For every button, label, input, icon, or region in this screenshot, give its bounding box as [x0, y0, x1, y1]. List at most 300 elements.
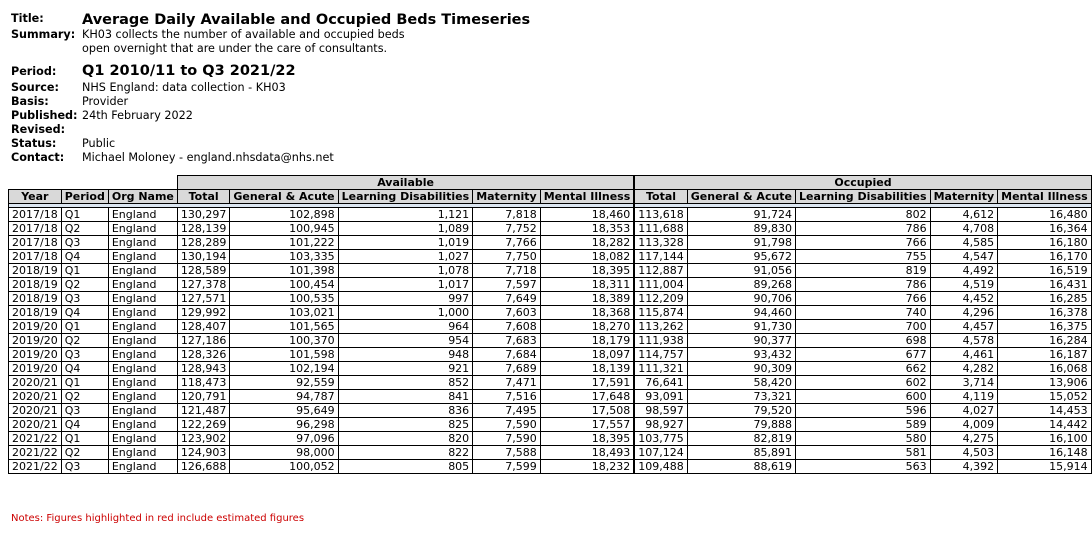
cell-available-general-acute: 92,559	[230, 376, 338, 390]
col-header-occupied-general-acute: General & Acute	[687, 190, 795, 204]
cell-available-total: 120,791	[177, 390, 230, 404]
cell-occupied-mental-illness: 16,068	[998, 362, 1092, 376]
period-value: Q1 2010/11 to Q3 2021/22	[82, 63, 296, 79]
cell-period: Q2	[61, 446, 108, 460]
status-label: Status:	[11, 137, 57, 150]
cell-available-general-acute: 103,335	[230, 250, 338, 264]
cell-available-total: 130,194	[177, 250, 230, 264]
cell-available-learning-disabilities: 954	[338, 334, 473, 348]
cell-occupied-total: 76,641	[635, 376, 688, 390]
cell-occupied-learning-disabilities: 580	[796, 432, 931, 446]
cell-occupied-mental-illness: 14,442	[998, 418, 1092, 432]
col-header-year: Year	[9, 190, 62, 204]
cell-occupied-learning-disabilities: 766	[796, 236, 931, 250]
cell-period: Q3	[61, 236, 108, 250]
cell-year: 2018/19	[9, 292, 62, 306]
table-row	[9, 334, 1092, 348]
cell-available-learning-disabilities: 948	[338, 348, 473, 362]
cell-occupied-general-acute: 91,730	[687, 320, 795, 334]
cell-available-mental-illness: 17,508	[540, 404, 634, 418]
cell-available-total: 126,688	[177, 460, 230, 474]
cell-available-total: 128,326	[177, 348, 230, 362]
cell-year: 2021/22	[9, 432, 62, 446]
cell-period: Q1	[61, 432, 108, 446]
cell-occupied-maternity: 4,578	[930, 334, 998, 348]
cell-available-total: 130,297	[177, 208, 230, 222]
cell-available-learning-disabilities: 805	[338, 460, 473, 474]
cell-occupied-general-acute: 93,432	[687, 348, 795, 362]
period-label: Period:	[11, 65, 57, 78]
cell-available-mental-illness: 18,460	[540, 208, 634, 222]
cell-occupied-learning-disabilities: 786	[796, 222, 931, 236]
cell-occupied-total: 98,597	[635, 404, 688, 418]
basis-value: Provider	[82, 95, 129, 108]
cell-occupied-total: 98,927	[635, 418, 688, 432]
col-header-available-mental-illness: Mental Illness	[540, 190, 634, 204]
cell-available-general-acute: 98,000	[230, 446, 338, 460]
cell-org-name: England	[108, 432, 177, 446]
title-row	[11, 12, 530, 28]
status-value: Public	[82, 137, 116, 150]
table-row	[9, 390, 1092, 404]
cell-occupied-maternity: 4,519	[930, 278, 998, 292]
cell-occupied-total: 115,874	[635, 306, 688, 320]
cell-occupied-maternity: 4,392	[930, 460, 998, 474]
cell-year: 2020/21	[9, 376, 62, 390]
cell-occupied-total: 117,144	[635, 250, 688, 264]
cell-occupied-learning-disabilities: 600	[796, 390, 931, 404]
cell-occupied-maternity: 4,547	[930, 250, 998, 264]
cell-year: 2020/21	[9, 418, 62, 432]
cell-occupied-maternity: 4,612	[930, 208, 998, 222]
cell-year: 2019/20	[9, 334, 62, 348]
cell-available-learning-disabilities: 997	[338, 292, 473, 306]
cell-available-mental-illness: 18,139	[540, 362, 634, 376]
cell-occupied-learning-disabilities: 677	[796, 348, 931, 362]
cell-available-learning-disabilities: 1,089	[338, 222, 473, 236]
cell-period: Q2	[61, 222, 108, 236]
cell-occupied-general-acute: 89,268	[687, 278, 795, 292]
cell-available-total: 128,407	[177, 320, 230, 334]
cell-occupied-total: 114,757	[635, 348, 688, 362]
cell-available-maternity: 7,597	[473, 278, 541, 292]
cell-occupied-general-acute: 90,309	[687, 362, 795, 376]
status-row	[11, 137, 530, 151]
cell-occupied-maternity: 4,296	[930, 306, 998, 320]
cell-period: Q4	[61, 418, 108, 432]
cell-available-maternity: 7,588	[473, 446, 541, 460]
group-available: Available	[177, 176, 633, 190]
cell-available-maternity: 7,599	[473, 460, 541, 474]
cell-occupied-general-acute: 82,819	[687, 432, 795, 446]
cell-occupied-maternity: 3,714	[930, 376, 998, 390]
cell-available-learning-disabilities: 852	[338, 376, 473, 390]
cell-available-general-acute: 101,598	[230, 348, 338, 362]
cell-available-general-acute: 101,398	[230, 264, 338, 278]
cell-occupied-mental-illness: 16,284	[998, 334, 1092, 348]
cell-available-learning-disabilities: 822	[338, 446, 473, 460]
cell-period: Q1	[61, 264, 108, 278]
source-value: NHS England: data collection - KH03	[82, 81, 286, 94]
contact-value: Michael Moloney - england.nhsdata@nhs.net	[82, 151, 334, 164]
cell-occupied-general-acute: 91,798	[687, 236, 795, 250]
cell-available-maternity: 7,603	[473, 306, 541, 320]
cell-occupied-general-acute: 88,619	[687, 460, 795, 474]
cell-occupied-maternity: 4,027	[930, 404, 998, 418]
cell-period: Q3	[61, 292, 108, 306]
cell-occupied-total: 113,618	[635, 208, 688, 222]
cell-occupied-total: 111,938	[635, 334, 688, 348]
cell-org-name: England	[108, 236, 177, 250]
cell-period: Q1	[61, 376, 108, 390]
cell-available-total: 124,903	[177, 446, 230, 460]
cell-occupied-mental-illness: 16,187	[998, 348, 1092, 362]
cell-available-total: 127,571	[177, 292, 230, 306]
period-row	[11, 63, 530, 81]
cell-available-learning-disabilities: 836	[338, 404, 473, 418]
cell-org-name: England	[108, 404, 177, 418]
table-row	[9, 208, 1092, 222]
cell-org-name: England	[108, 278, 177, 292]
cell-available-learning-disabilities: 921	[338, 362, 473, 376]
cell-available-learning-disabilities: 825	[338, 418, 473, 432]
table-row	[9, 264, 1092, 278]
cell-available-maternity: 7,752	[473, 222, 541, 236]
cell-year: 2019/20	[9, 362, 62, 376]
cell-year: 2018/19	[9, 306, 62, 320]
summary-text	[82, 28, 422, 56]
published-value: 24th February 2022	[82, 109, 193, 122]
cell-org-name: England	[108, 334, 177, 348]
cell-occupied-mental-illness: 14,453	[998, 404, 1092, 418]
cell-occupied-maternity: 4,708	[930, 222, 998, 236]
cell-year: 2018/19	[9, 264, 62, 278]
cell-available-mental-illness: 17,591	[540, 376, 634, 390]
summary-label: Summary:	[11, 28, 76, 41]
cell-occupied-total: 107,124	[635, 446, 688, 460]
cell-occupied-total: 113,262	[635, 320, 688, 334]
cell-available-learning-disabilities: 820	[338, 432, 473, 446]
cell-available-general-acute: 100,945	[230, 222, 338, 236]
table-body	[9, 208, 1092, 474]
cell-available-general-acute: 100,535	[230, 292, 338, 306]
cell-occupied-general-acute: 94,460	[687, 306, 795, 320]
cell-occupied-learning-disabilities: 581	[796, 446, 931, 460]
col-header-occupied-learning-disabilities: Learning Disabilities	[796, 190, 931, 204]
contact-label: Contact:	[11, 151, 65, 164]
cell-period: Q4	[61, 362, 108, 376]
cell-available-mental-illness: 18,368	[540, 306, 634, 320]
cell-year: 2019/20	[9, 320, 62, 334]
col-header-period: Period	[61, 190, 108, 204]
cell-available-total: 128,589	[177, 264, 230, 278]
cell-available-mental-illness: 18,232	[540, 460, 634, 474]
table-row	[9, 250, 1092, 264]
cell-occupied-learning-disabilities: 700	[796, 320, 931, 334]
cell-available-total: 128,289	[177, 236, 230, 250]
cell-available-general-acute: 102,194	[230, 362, 338, 376]
cell-occupied-total: 113,328	[635, 236, 688, 250]
table-row	[9, 306, 1092, 320]
cell-year: 2020/21	[9, 404, 62, 418]
cell-org-name: England	[108, 222, 177, 236]
cell-available-general-acute: 100,454	[230, 278, 338, 292]
cell-occupied-learning-disabilities: 755	[796, 250, 931, 264]
cell-available-general-acute: 95,649	[230, 404, 338, 418]
cell-period: Q4	[61, 306, 108, 320]
cell-available-maternity: 7,766	[473, 236, 541, 250]
table-row	[9, 362, 1092, 376]
table-row	[9, 278, 1092, 292]
cell-org-name: England	[108, 348, 177, 362]
cell-available-total: 129,992	[177, 306, 230, 320]
cell-occupied-maternity: 4,452	[930, 292, 998, 306]
cell-available-learning-disabilities: 964	[338, 320, 473, 334]
revised-row	[11, 123, 530, 137]
cell-occupied-learning-disabilities: 819	[796, 264, 931, 278]
cell-period: Q4	[61, 250, 108, 264]
cell-occupied-maternity: 4,503	[930, 446, 998, 460]
table-row	[9, 292, 1092, 306]
cell-available-maternity: 7,590	[473, 432, 541, 446]
cell-available-maternity: 7,684	[473, 348, 541, 362]
cell-occupied-mental-illness: 16,431	[998, 278, 1092, 292]
cell-occupied-mental-illness: 16,375	[998, 320, 1092, 334]
cell-occupied-general-acute: 89,830	[687, 222, 795, 236]
cell-occupied-total: 112,209	[635, 292, 688, 306]
col-header-org-name: Org Name	[108, 190, 177, 204]
cell-occupied-general-acute: 91,724	[687, 208, 795, 222]
cell-period: Q2	[61, 334, 108, 348]
cell-occupied-learning-disabilities: 786	[796, 278, 931, 292]
cell-org-name: England	[108, 320, 177, 334]
cell-occupied-learning-disabilities: 589	[796, 418, 931, 432]
cell-occupied-general-acute: 85,891	[687, 446, 795, 460]
cell-occupied-learning-disabilities: 740	[796, 306, 931, 320]
table-row	[9, 432, 1092, 446]
cell-available-maternity: 7,471	[473, 376, 541, 390]
cell-occupied-maternity: 4,009	[930, 418, 998, 432]
cell-available-general-acute: 101,565	[230, 320, 338, 334]
cell-occupied-learning-disabilities: 596	[796, 404, 931, 418]
cell-available-maternity: 7,649	[473, 292, 541, 306]
cell-occupied-learning-disabilities: 698	[796, 334, 931, 348]
col-header-available-learning-disabilities: Learning Disabilities	[338, 190, 473, 204]
cell-available-total: 122,269	[177, 418, 230, 432]
beds-table	[8, 175, 1092, 474]
cell-available-learning-disabilities: 1,027	[338, 250, 473, 264]
cell-available-total: 121,487	[177, 404, 230, 418]
cell-occupied-learning-disabilities: 563	[796, 460, 931, 474]
cell-available-general-acute: 103,021	[230, 306, 338, 320]
cell-occupied-learning-disabilities: 802	[796, 208, 931, 222]
title-label: Title:	[11, 12, 44, 25]
col-header-available-maternity: Maternity	[473, 190, 541, 204]
cell-available-mental-illness: 18,389	[540, 292, 634, 306]
cell-available-learning-disabilities: 1,017	[338, 278, 473, 292]
cell-occupied-learning-disabilities: 766	[796, 292, 931, 306]
cell-available-mental-illness: 18,097	[540, 348, 634, 362]
cell-available-total: 128,139	[177, 222, 230, 236]
cell-year: 2017/18	[9, 222, 62, 236]
cell-org-name: England	[108, 306, 177, 320]
cell-occupied-mental-illness: 15,052	[998, 390, 1092, 404]
cell-available-total: 123,902	[177, 432, 230, 446]
cell-available-mental-illness: 18,395	[540, 432, 634, 446]
cell-year: 2017/18	[9, 250, 62, 264]
cell-available-maternity: 7,516	[473, 390, 541, 404]
cell-year: 2019/20	[9, 348, 62, 362]
cell-available-mental-illness: 18,311	[540, 278, 634, 292]
cell-available-total: 127,378	[177, 278, 230, 292]
cell-available-mental-illness: 18,282	[540, 236, 634, 250]
cell-occupied-mental-illness: 15,914	[998, 460, 1092, 474]
cell-occupied-maternity: 4,461	[930, 348, 998, 362]
cell-occupied-mental-illness: 16,180	[998, 236, 1092, 250]
summary-line-1: KH03 collects the number of available and occupied beds	[82, 28, 405, 41]
cell-occupied-general-acute: 79,888	[687, 418, 795, 432]
cell-occupied-total: 93,091	[635, 390, 688, 404]
col-header-occupied-total: Total	[635, 190, 688, 204]
cell-occupied-total: 111,688	[635, 222, 688, 236]
cell-occupied-total: 111,321	[635, 362, 688, 376]
cell-available-general-acute: 100,370	[230, 334, 338, 348]
source-row	[11, 81, 530, 95]
cell-occupied-general-acute: 90,377	[687, 334, 795, 348]
cell-occupied-maternity: 4,492	[930, 264, 998, 278]
cell-occupied-total: 103,775	[635, 432, 688, 446]
cell-available-mental-illness: 18,179	[540, 334, 634, 348]
cell-occupied-mental-illness: 16,378	[998, 306, 1092, 320]
cell-year: 2018/19	[9, 278, 62, 292]
table-row	[9, 376, 1092, 390]
summary-line-2: open overnight that are under the care of consultants.	[82, 42, 388, 55]
cell-available-maternity: 7,750	[473, 250, 541, 264]
cell-available-learning-disabilities: 1,078	[338, 264, 473, 278]
cell-occupied-maternity: 4,282	[930, 362, 998, 376]
cell-occupied-mental-illness: 16,148	[998, 446, 1092, 460]
table-row	[9, 446, 1092, 460]
source-label: Source:	[11, 81, 59, 94]
col-header-occupied-mental-illness: Mental Illness	[998, 190, 1092, 204]
cell-occupied-general-acute: 73,321	[687, 390, 795, 404]
cell-occupied-general-acute: 95,672	[687, 250, 795, 264]
cell-occupied-maternity: 4,585	[930, 236, 998, 250]
cell-occupied-general-acute: 58,420	[687, 376, 795, 390]
cell-available-general-acute: 94,787	[230, 390, 338, 404]
cell-occupied-mental-illness: 16,285	[998, 292, 1092, 306]
col-header-occupied-maternity: Maternity	[930, 190, 998, 204]
published-row	[11, 109, 530, 123]
cell-available-mental-illness: 18,082	[540, 250, 634, 264]
cell-org-name: England	[108, 390, 177, 404]
cell-org-name: England	[108, 376, 177, 390]
cell-period: Q3	[61, 348, 108, 362]
cell-occupied-mental-illness: 16,519	[998, 264, 1092, 278]
cell-occupied-mental-illness: 16,170	[998, 250, 1092, 264]
cell-available-mental-illness: 18,395	[540, 264, 634, 278]
cell-occupied-general-acute: 79,520	[687, 404, 795, 418]
cell-occupied-mental-illness: 16,480	[998, 208, 1092, 222]
cell-available-maternity: 7,689	[473, 362, 541, 376]
cell-available-maternity: 7,495	[473, 404, 541, 418]
table-row	[9, 348, 1092, 362]
cell-available-maternity: 7,590	[473, 418, 541, 432]
group-header-row	[9, 176, 1092, 190]
basis-row	[11, 95, 530, 109]
cell-year: 2017/18	[9, 208, 62, 222]
cell-period: Q1	[61, 208, 108, 222]
cell-available-general-acute: 97,096	[230, 432, 338, 446]
table-row	[9, 236, 1092, 250]
cell-org-name: England	[108, 208, 177, 222]
cell-occupied-mental-illness: 16,364	[998, 222, 1092, 236]
cell-org-name: England	[108, 362, 177, 376]
column-header-row	[9, 190, 1092, 204]
contact-row	[11, 151, 530, 165]
footnote: Notes: Figures highlighted in red include estimated figures	[11, 513, 305, 524]
cell-year: 2021/22	[9, 460, 62, 474]
revised-label: Revised:	[11, 123, 66, 136]
cell-org-name: England	[108, 418, 177, 432]
cell-period: Q1	[61, 320, 108, 334]
table-row	[9, 404, 1092, 418]
basis-label: Basis:	[11, 95, 49, 108]
cell-available-maternity: 7,818	[473, 208, 541, 222]
cell-occupied-mental-illness: 13,906	[998, 376, 1092, 390]
cell-available-general-acute: 101,222	[230, 236, 338, 250]
cell-occupied-maternity: 4,275	[930, 432, 998, 446]
cell-occupied-general-acute: 90,706	[687, 292, 795, 306]
cell-available-total: 128,943	[177, 362, 230, 376]
cell-occupied-maternity: 4,119	[930, 390, 998, 404]
cell-available-learning-disabilities: 1,121	[338, 208, 473, 222]
published-label: Published:	[11, 109, 78, 122]
table-row	[9, 418, 1092, 432]
cell-period: Q3	[61, 404, 108, 418]
cell-available-learning-disabilities: 1,019	[338, 236, 473, 250]
cell-occupied-learning-disabilities: 602	[796, 376, 931, 390]
col-header-available-general-acute: General & Acute	[230, 190, 338, 204]
cell-occupied-total: 112,887	[635, 264, 688, 278]
cell-available-general-acute: 102,898	[230, 208, 338, 222]
cell-occupied-total: 111,004	[635, 278, 688, 292]
cell-org-name: England	[108, 264, 177, 278]
cell-occupied-total: 109,488	[635, 460, 688, 474]
cell-occupied-mental-illness: 16,100	[998, 432, 1092, 446]
cell-year: 2021/22	[9, 446, 62, 460]
page-title: Average Daily Available and Occupied Beds Timeseries	[82, 12, 531, 28]
cell-available-maternity: 7,683	[473, 334, 541, 348]
cell-org-name: England	[108, 292, 177, 306]
cell-available-total: 127,186	[177, 334, 230, 348]
cell-org-name: England	[108, 250, 177, 264]
cell-available-mental-illness: 17,557	[540, 418, 634, 432]
cell-period: Q2	[61, 278, 108, 292]
cell-available-total: 118,473	[177, 376, 230, 390]
cell-available-maternity: 7,608	[473, 320, 541, 334]
cell-available-learning-disabilities: 1,000	[338, 306, 473, 320]
cell-occupied-general-acute: 91,056	[687, 264, 795, 278]
cell-year: 2017/18	[9, 236, 62, 250]
cell-available-general-acute: 96,298	[230, 418, 338, 432]
table-row	[9, 460, 1092, 474]
cell-available-mental-illness: 17,648	[540, 390, 634, 404]
cell-available-maternity: 7,718	[473, 264, 541, 278]
table-row	[9, 320, 1092, 334]
cell-org-name: England	[108, 446, 177, 460]
group-occupied: Occupied	[635, 176, 1091, 190]
